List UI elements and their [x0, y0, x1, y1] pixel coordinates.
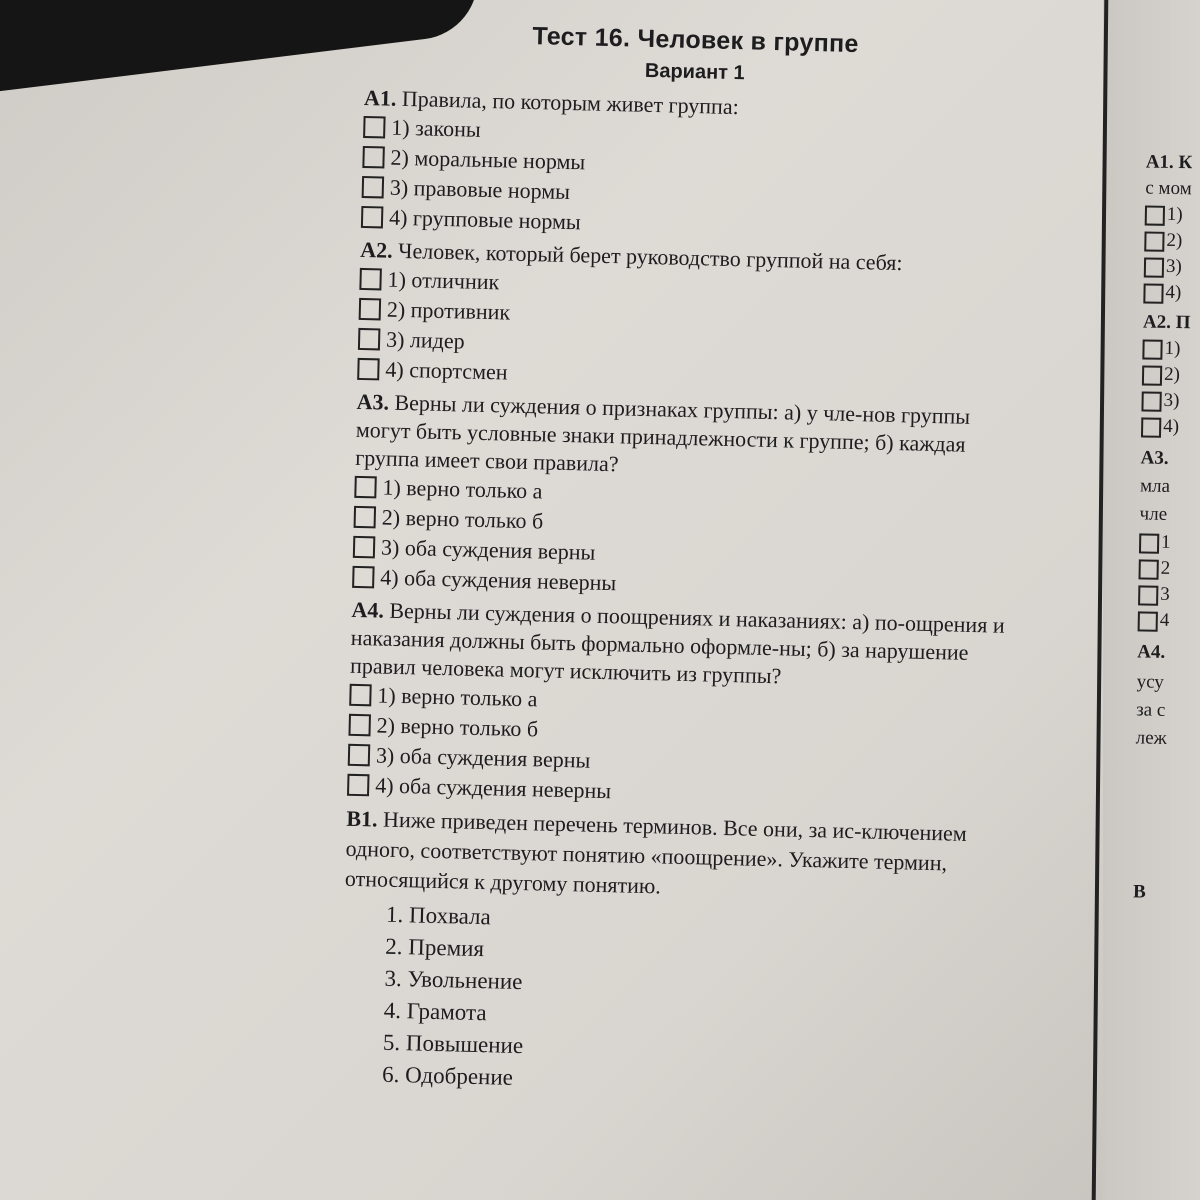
checkbox[interactable]	[354, 506, 377, 529]
answer-option-label: 1) верно только а	[382, 474, 543, 504]
answer-option-label: 3) оба суждения верны	[375, 742, 591, 773]
side-fragment	[1139, 501, 1167, 527]
answer-option-label: 1) отличник	[387, 266, 500, 295]
question-number: А1.	[363, 84, 397, 111]
side-fragment	[1142, 361, 1180, 388]
variant-label: Вариант 1	[644, 59, 745, 85]
checkbox	[1141, 417, 1161, 437]
term-item: 3. Увольнение	[384, 965, 523, 995]
side-fragment	[1138, 607, 1170, 634]
question-b1	[340, 804, 1007, 1106]
side-fragment	[1135, 725, 1166, 752]
side-fragment	[1145, 201, 1183, 228]
checkbox	[1142, 339, 1162, 359]
side-fragment	[1141, 413, 1179, 440]
term-item: 4. Грамота	[383, 997, 487, 1026]
checkbox	[1138, 585, 1158, 605]
question-number: А2.	[360, 236, 394, 263]
checkbox[interactable]	[347, 774, 370, 797]
answer-option-label: 3) лидер	[385, 326, 465, 354]
checkbox[interactable]	[353, 536, 376, 559]
side-fragment-text: с мом	[1145, 177, 1192, 200]
term-item: 5. Повышение	[382, 1029, 524, 1059]
side-fragment-text: А2. П	[1142, 311, 1191, 334]
side-fragment-text: за с	[1136, 699, 1166, 721]
answer-option-label: 3) оба суждения верны	[380, 534, 596, 565]
answer-option-label: 3) правовые нормы	[389, 174, 571, 205]
checkbox[interactable]	[362, 146, 385, 169]
checkbox[interactable]	[363, 116, 386, 139]
side-fragment-text: леж	[1135, 727, 1167, 749]
checkbox	[1139, 533, 1159, 553]
side-fragment-text: 4)	[1162, 415, 1180, 438]
term-item: 1. Похвала	[385, 901, 492, 930]
checkbox[interactable]	[361, 206, 384, 229]
side-fragment-text: 1)	[1166, 203, 1183, 226]
question-head	[355, 388, 1017, 488]
side-fragment-text: А3.	[1140, 447, 1169, 469]
side-fragment	[1146, 149, 1193, 176]
side-fragment	[1144, 227, 1182, 254]
checkbox[interactable]	[349, 684, 372, 707]
checkbox[interactable]	[357, 358, 380, 381]
side-fragment	[1145, 175, 1192, 202]
answer-option-label: 4) спортсмен	[385, 356, 508, 385]
term-item: 2. Премия	[385, 933, 485, 962]
checkbox[interactable]	[348, 714, 371, 737]
question-text: Человек, который берет руководство группой на себя:	[397, 237, 903, 276]
question-number: А4.	[351, 596, 385, 623]
side-fragment-text: 3)	[1165, 255, 1182, 278]
side-fragment-text: 4)	[1165, 281, 1182, 304]
answer-option-label: 4) групповые нормы	[388, 204, 582, 235]
side-fragment-text: 4	[1159, 609, 1170, 631]
answer-option-label: 2) верно только б	[381, 504, 544, 534]
side-fragment-text: А4.	[1137, 641, 1166, 663]
question-text: Верны ли суждения о поощрениях и наказаниях: а) по-ощрения и наказания должны быть формально оформле-ны; б) за нарушение правил человека могут исключить из группы?	[349, 597, 1005, 689]
side-fragment	[1143, 309, 1191, 336]
side-fragment-text: 1)	[1164, 337, 1181, 360]
side-fragment	[1133, 879, 1146, 905]
question-text: Верны ли суждения о признаках группы: а) у чле-нов группы могут быть условные знаки принадлежности к группе; б) каждая группа имеет свои правила?	[354, 389, 971, 477]
checkbox	[1139, 559, 1159, 579]
side-fragment-text: 1	[1160, 531, 1171, 553]
checkbox[interactable]	[362, 176, 385, 199]
side-fragment-text: А1. К	[1145, 151, 1193, 174]
checkbox[interactable]	[358, 328, 381, 351]
side-fragment	[1142, 335, 1180, 362]
question-number: В1.	[346, 805, 378, 832]
checkbox	[1145, 205, 1165, 225]
checkbox[interactable]	[359, 298, 382, 321]
side-fragment	[1140, 445, 1168, 471]
checkbox[interactable]	[352, 566, 375, 589]
side-fragment-text: мла	[1139, 475, 1171, 497]
question-a2	[357, 236, 1020, 400]
question-text: Правила, по которым живет группа:	[401, 85, 740, 120]
side-fragment-text: 3)	[1163, 389, 1180, 412]
side-fragment	[1138, 555, 1170, 582]
side-fragment	[1138, 581, 1170, 608]
test-page	[340, 18, 1026, 1110]
checkbox	[1144, 257, 1164, 277]
answer-option-label: 4) оба суждения неверны	[380, 564, 617, 596]
question-a1	[361, 84, 1024, 248]
question-a3	[352, 388, 1017, 608]
side-fragment-text: В	[1132, 881, 1146, 903]
questions-list	[347, 84, 1024, 816]
question-head	[350, 596, 1012, 696]
checkbox	[1142, 365, 1162, 385]
answer-option-label: 1) верно только а	[377, 682, 538, 712]
checkbox	[1144, 231, 1164, 251]
checkbox	[1141, 391, 1161, 411]
question-a4	[347, 596, 1012, 816]
answer-option-label: 2) противник	[386, 296, 511, 325]
side-fragment	[1137, 639, 1165, 665]
checkbox[interactable]	[359, 268, 382, 291]
side-fragment-text: чле	[1139, 503, 1168, 525]
checkbox	[1143, 283, 1163, 303]
checkbox	[1138, 611, 1158, 631]
side-fragment-text: 2)	[1163, 363, 1181, 386]
terms-list	[382, 899, 1005, 1106]
side-fragment	[1141, 387, 1179, 414]
checkbox[interactable]	[348, 744, 371, 767]
term-item: 6. Одобрение	[381, 1061, 514, 1090]
test-title: Тест 16. Человек в группе	[532, 22, 859, 59]
side-fragment	[1144, 253, 1182, 280]
adjacent-page-fragments	[1132, 149, 1200, 903]
side-fragment-text: усу	[1136, 671, 1165, 693]
answer-option-label: 4) оба суждения неверны	[374, 772, 612, 804]
answer-option-label: 2) моральные нормы	[390, 144, 586, 175]
side-fragment	[1140, 473, 1170, 500]
answer-option-label: 2) верно только б	[376, 712, 539, 742]
side-fragment-text: 2	[1160, 557, 1171, 579]
side-fragment	[1139, 529, 1171, 556]
side-fragment-text: 3	[1160, 583, 1170, 605]
answer-option-label: 1) законы	[391, 114, 482, 142]
question-b1-text	[345, 804, 1007, 910]
side-fragment	[1136, 697, 1166, 724]
checkbox[interactable]	[354, 476, 377, 499]
side-fragment	[1143, 279, 1181, 306]
question-text: Ниже приведен перечень терминов. Все они, за ис-ключением одного, соответствуют понятию «поощрение». Укажите термин, относящийся к другому понятию.	[344, 806, 968, 899]
side-fragment	[1136, 669, 1164, 695]
side-fragment-text: 2)	[1166, 229, 1183, 252]
question-number: А3.	[356, 388, 390, 415]
